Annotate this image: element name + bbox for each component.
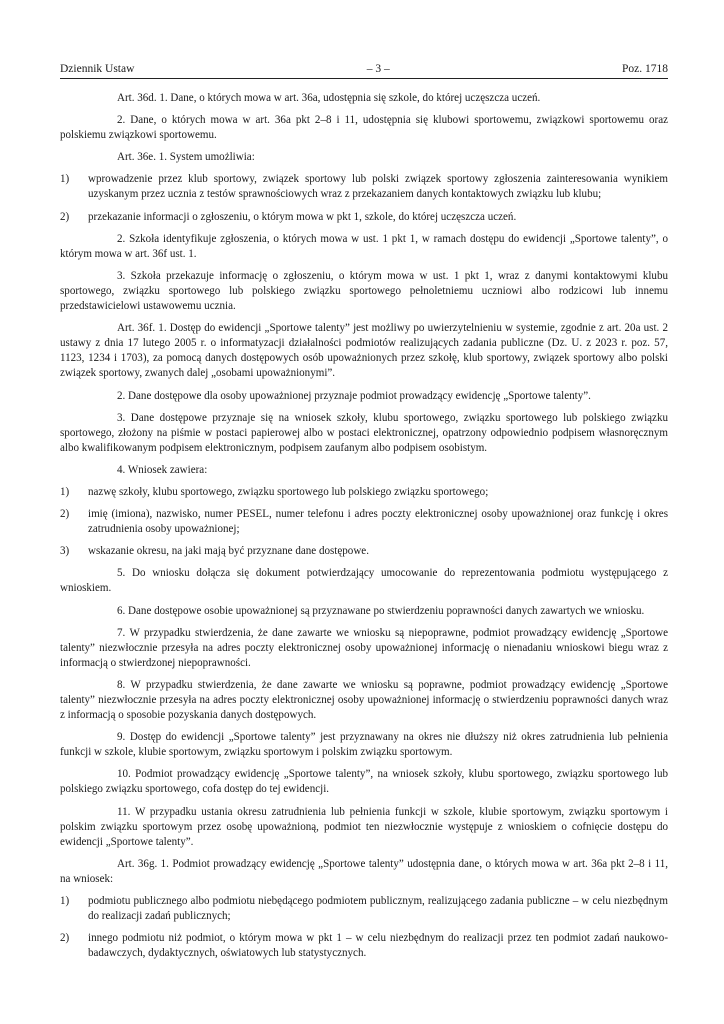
paragraph: 2. Szkoła identyfikuje zgłoszenia, o których mowa w ust. 1 pkt 1, w ramach dostępu do ewidencji „Sportowe talenty”, o którym mowa w art. 36f ust. 1. [60, 232, 668, 260]
paragraph: 10. Podmiot prowadzący ewidencję „Sportowe talenty”, na wniosek szkoły, klubu sportowego, związku sportowego lub polskiego związku sportowego, cofa dostęp do tej ewidencji. [60, 768, 668, 796]
list-item-number: 1) [60, 173, 70, 186]
journal-name: Dziennik Ustaw [60, 63, 135, 75]
paragraph: Art. 36g. 1. Podmiot prowadzący ewidencję „Sportowe talenty” udostępnia dane, o których mowa w art. 36a pkt 2–8 i 11, na wniosek: [60, 857, 668, 885]
list-item-text: przekazanie informacji o zgłoszeniu, o którym mowa w pkt 1, szkole, do której uczęszcza uczeń. [88, 210, 517, 223]
document-body [60, 91, 668, 961]
paragraph: 2. Dane dostępowe dla osoby upoważnionej przyznaje podmiot prowadzący ewidencję „Sportowe talenty”. [117, 389, 591, 402]
list-item [60, 210, 668, 225]
list-item [60, 485, 668, 500]
list-item [60, 507, 668, 537]
position-number: Poz. 1718 [621, 63, 668, 75]
paragraph: Art. 36e. 1. System umożliwia: [117, 151, 255, 164]
list-item [60, 931, 668, 961]
list-item-number: 3) [60, 545, 70, 558]
paragraph: 6. Dane dostępowe osobie upoważnionej są przyznawane po stwierdzeniu poprawności danych zawartych we wniosku. [117, 604, 645, 617]
list-item-number: 1) [60, 895, 70, 908]
list-item-number: 1) [60, 485, 70, 498]
paragraph: 5. Do wniosku dołącza się dokument potwierdzający umocowanie do reprezentowania podmiotu występującego z wnioskiem. [60, 567, 668, 595]
list-item [60, 544, 668, 559]
paragraph: 7. W przypadku stwierdzenia, że dane zawarte we wniosku są niepoprawne, podmiot prowadzący ewidencję „Sportowe talenty” niezwłocznie przesyła na adres poczty elektronicznej osoby upoważnionej informację o nienadaniu wnioskowi biegu wraz z informacją o stwierdzonej niepoprawności. [60, 626, 668, 669]
page-number: – 3 – [366, 63, 390, 75]
list-item-text: wskazanie okresu, na jaki mają być przyznane dane dostępowe. [88, 545, 369, 558]
paragraph: 11. W przypadku ustania okresu zatrudnienia lub pełnienia funkcji w szkole, klubie sportowym, związku sportowym i polskim związku sportowym przez osobę upoważnioną, podmiot ten niezwłocznie występuje z wnioskiem o cofnięcie dostępu do ewidencji „Sportowe talenty”. [60, 805, 668, 848]
list-item [60, 894, 668, 924]
paragraph: 3. Dane dostępowe przyznaje się na wniosek szkoły, klubu sportowego, związku sportowego lub polskiego związku sportowego, złożony na piśmie w postaci papierowej albo w postaci elektronicznej, opatrzony odpowiednio podpisem własnoręcznym albo kwalifikowanym podpisem elektronicznym, podpisem zaufanym albo podpisem osobistym. [60, 411, 668, 454]
paragraph: 8. W przypadku stwierdzenia, że dane zawarte we wniosku są poprawne, podmiot prowadzący ewidencję „Sportowe talenty” niezwłocznie przesyła na adres poczty elektronicznej osoby upoważnionej informację o stwierdzeniu poprawności danych wraz z informacją o sposobie pozyskania danych dostępowych. [60, 678, 668, 722]
list-item-number: 2) [60, 210, 70, 223]
paragraph: 9. Dostęp do ewidencji „Sportowe talenty” jest przyznawany na okres nie dłuższy niż okres zatrudnienia lub pełnienia funkcji w szkole, klubie sportowym, związku sportowym i polskim związku sportowym. [60, 731, 668, 759]
list-item-number: 2) [60, 508, 70, 521]
paragraph: Art. 36f. 1. Dostęp do ewidencji „Sportowe talenty” jest możliwy po uwierzytelnieniu w systemie, zgodnie z art. 20a ust. 2 ustawy z dnia 17 lutego 2005 r. o informatyzacji działalności podmiotów realizujących zadania publiczne (Dz. U. z 2023 r. poz. 57, 1123, 1234 i 1703), za pomocą danych dostępowych osób upoważnionych przez szkołę, klub sportowy, związek sportowy albo polski związek sportowy, zwanych dalej „osobami upoważnionymi”. [60, 322, 668, 380]
list-item-text: nazwę szkoły, klubu sportowego, związku sportowego lub polskiego związku sportowego; [88, 485, 489, 498]
list-item [60, 172, 668, 202]
list-item-text: innego podmiotu niż podmiot, o którym mowa w pkt 1 – w celu niezbędnym do realizacji przez ten podmiot zadań naukowo-badawczych, dydaktycznych, oświatowych lub statystycznych. [88, 932, 668, 960]
paragraph: 3. Szkoła przekazuje informację o zgłoszeniu, o którym mowa w ust. 1 pkt 1, wraz z danymi kontaktowymi klubu sportowego, związku sportowego lub polskiego związku sportowego pełnoletniemu uczniowi albo rodzicowi lub innemu przedstawicielowi ustawowemu ucznia. [60, 269, 668, 313]
list-item-text: podmiotu publicznego albo podmiotu niebędącego podmiotem publicznym, realizującego zadania publiczne – w celu niezbędnym do realizacji zadań publicznych; [88, 895, 668, 923]
page-header [60, 62, 668, 79]
paragraph: 2. Dane, o których mowa w art. 36a pkt 2–8 i 11, udostępnia się klubowi sportowemu, związkowi sportowemu oraz polskiemu związkowi sportowemu. [60, 114, 668, 142]
paragraph: 4. Wniosek zawiera: [117, 463, 208, 476]
paragraph: Art. 36d. 1. Dane, o których mowa w art. 36a, udostępnia się szkole, do której uczęszcza uczeń. [117, 92, 541, 104]
list-item-text: imię (imiona), nazwisko, numer PESEL, numer telefonu i adres poczty elektronicznej osoby upoważnionej oraz funkcję i okres zatrudnienia osoby upoważnionej; [88, 508, 668, 536]
list-item-number: 2) [60, 932, 70, 945]
list-item-text: wprowadzenie przez klub sportowy, związek sportowy lub polski związek sportowy zgłoszenia zainteresowania wynikiem uzyskanym przez ucznia z testów sprawnościowych wraz z przekazaniem danych kontaktowych związku lub klubu; [88, 173, 668, 201]
